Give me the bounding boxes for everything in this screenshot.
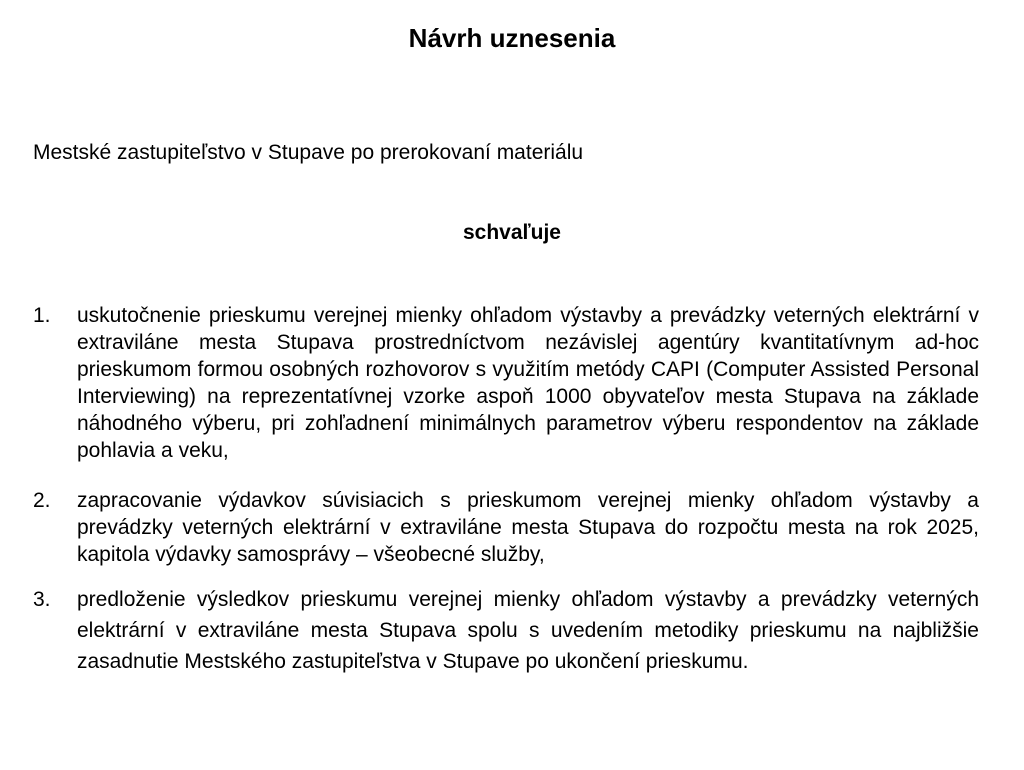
- item-text: uskutočnenie prieskumu verejnej mienky ohľadom výstavby a prevádzky veterných elektrární v extraviláne mesta Stupava prostredníctvom nezávislej agentúry kvantitatívnym ad-hoc prieskumom formou osobných rozhovorov s využitím metódy CAPI (Computer Assisted Personal Interviewing) na reprezentatívnej vzorke aspoň 1000 obyvateľov mesta Stupava na základe náhodného výberu, pri zohľadnení minimálnych parametrov výberu respondentov na základe pohlavia a veku,: [77, 304, 979, 462]
- resolution-verb: schvaľuje: [463, 221, 561, 244]
- document-title: Návrh uznesenia: [408, 23, 616, 53]
- resolution-items-list: [33, 302, 979, 677]
- resolution-item-1: [33, 302, 979, 464]
- item-number: 2.: [33, 489, 51, 512]
- intro-paragraph: Mestské zastupiteľstvo v Stupave po prerokovaní materiálu: [33, 141, 584, 164]
- resolution-item-2: [33, 487, 979, 568]
- item-text: zapracovanie výdavkov súvisiacich s prieskumom verejnej mienky ohľadom výstavby a prevádzky veterných elektrární v extraviláne mesta Stupava do rozpočtu mesta na rok 2025, kapitola výdavky samosprávy – všeobecné služby,: [77, 489, 979, 566]
- resolution-item-3: [33, 584, 979, 677]
- item-number: 1.: [33, 304, 51, 327]
- item-text: predloženie výsledkov prieskumu verejnej mienky ohľadom výstavby a prevádzky veterných elektrární v extraviláne mesta Stupava spolu s uvedením metodiky prieskumu na najbližšie zasadnutie Mestského zastupiteľstva v Stupave po ukončení prieskumu.: [77, 588, 979, 673]
- item-number: 3.: [33, 588, 51, 611]
